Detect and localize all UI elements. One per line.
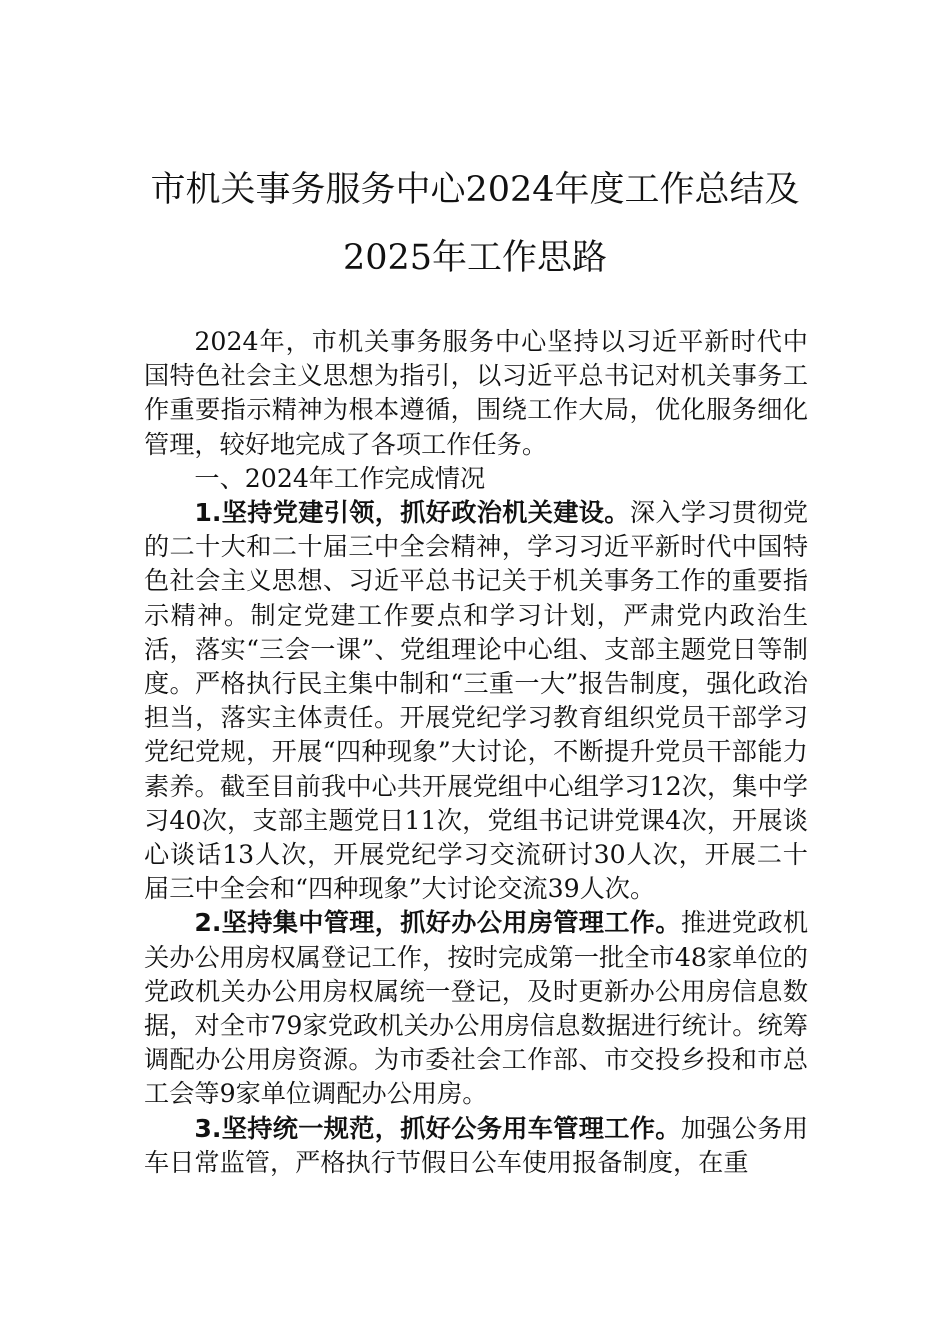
list-item <box>144 1112 808 1180</box>
document-title-line-1: 市机关事务服务中心2024年度工作总结及 <box>150 170 800 210</box>
item-text: 推进党政机关办公用房权属登记工作，按时完成第一批全市48家单位的党政机关办公用房权属统一登记，及时更新办公用房信息数据，对全市79家党政机关办公用房信息数据进行统计。统筹调配办公用房资源。为市委社会工作部、市交投乡投和市总工会等9家单位调配办公用房。 <box>144 908 808 1109</box>
intro-paragraph: 2024年，市机关事务服务中心坚持以习近平新时代中国特色社会主义思想为指引，以习近平总书记对机关事务工作重要指示精神为根本遵循，围绕工作大局，优化服务细化管理，较好地完成了各项工作任务。 <box>144 327 808 459</box>
document-title-line-2: 2025年工作思路 <box>342 238 608 278</box>
list-item <box>144 906 808 1111</box>
document-body <box>144 325 808 1180</box>
item-text: 加强公务用车日常监管，严格执行节假日公车使用报备制度，在重 <box>144 1113 808 1177</box>
item-text: 深入学习贯彻党的二十大和二十届三中全会精神，学习习近平新时代中国特色社会主义思想、习近平总书记关于机关事务工作的重要指示精神。制定党建工作要点和学习计划，严肃党内政治生活，落实“三会一课”、党组理论中心组、支部主题党日等制度。严格执行民主集中制和“三重一大”报告制度，强化政治担当，落实主体责任。开展党纪学习教育组织党员干部学习党纪党规，开展“四种现象”大讨论，不断提升党员干部能力素养。截至目前我中心共开展党组中心组学习12次，集中学习40次，支部主题党日11次，党组书记讲党课4次，开展谈心谈话13人次，开展党纪学习交流研讨30人次，开展二十届三中全会和“四种现象”大讨论交流39人次。 <box>144 498 808 904</box>
item-lead: 2.坚持集中管理，抓好办公用房管理工作。 <box>194 908 681 938</box>
list-item <box>144 496 808 906</box>
item-lead: 3.坚持统一规范，抓好公务用车管理工作。 <box>194 1113 681 1143</box>
section-heading: 一、2024年工作完成情况 <box>194 463 486 493</box>
item-lead: 1.坚持党建引领，抓好政治机关建设。 <box>194 498 630 528</box>
